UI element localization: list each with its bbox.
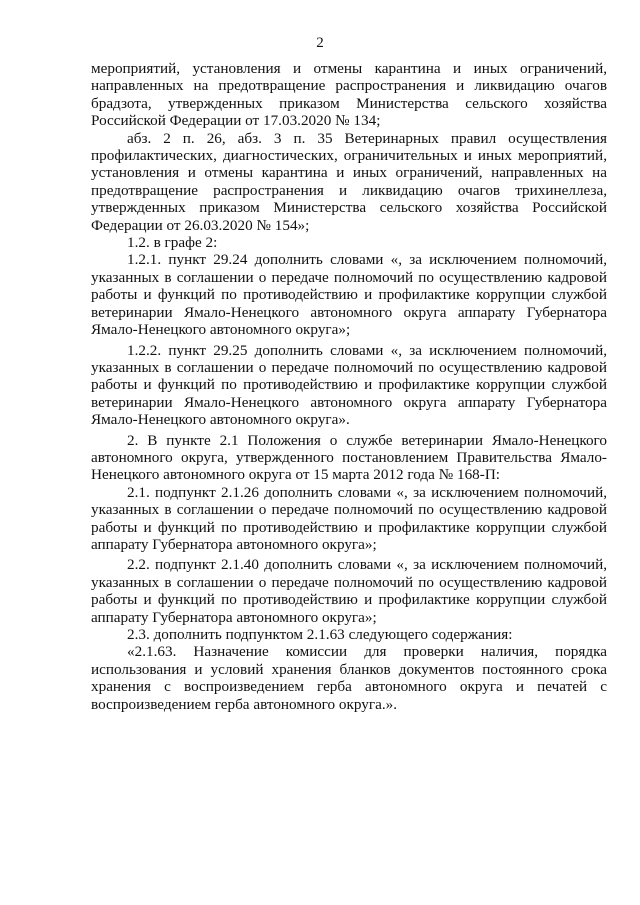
paragraph-2: 2. В пункте 2.1 Положения о службе ветеринарии Ямало-Ненецкого автономного округа, утвержденного постановлением Правительства Ямало-Ненецкого автономного округа от 15 марта 2012 года № 168-П: xyxy=(91,431,607,484)
paragraph-1-2-2: 1.2.2. пункт 29.25 дополнить словами «, за исключением полномочий, указанных в соглашении о передаче полномочий по осуществлению кадровой работы и функций по противодействию и профилактике коррупции службой ветеринарии Ямало-Ненецкого автономного округа аппарату Губернатора Ямало-Ненецкого автономного округа». xyxy=(91,341,607,429)
document-body xyxy=(91,60,607,713)
paragraph-2-1-63: «2.1.63. Назначение комиссии для проверки наличия, порядка использования и условий хранения бланков документов постоянного срока хранения с воспроизведением герба автономного округа и печатей с воспроизведением герба автономного округа.». xyxy=(91,643,607,713)
paragraph-1-2: 1.2. в графе 2: xyxy=(127,234,218,252)
paragraph-continuation: мероприятий, установления и отмены карантина и иных ограничений, направленных на предотвращение распространения и ликвидацию очагов брадзота, утвержденных приказом Министерства сельского хозяйства Российской Федерации от 17.03.2020 № 134; xyxy=(91,60,607,130)
paragraph-trichinellosis-rules: абз. 2 п. 26, абз. 3 п. 35 Ветеринарных правил осуществления профилактических, диагностических, ограничительных и иных мероприятий, установления и отмены карантина и иных ограничений, направленных на предотвращение распространения и ликвидацию очагов трихинеллеза, утвержденных приказом Министерства сельского хозяйства Российской Федерации от 26.03.2020 № 154»; xyxy=(91,129,607,234)
paragraph-2-2: 2.2. подпункт 2.1.40 дополнить словами «, за исключением полномочий, указанных в соглашении о передаче полномочий по осуществлению кадровой работы и функций по противодействию и профилактике коррупции службой аппарату Губернатора автономного округа»; xyxy=(91,556,607,626)
paragraph-1-2-1: 1.2.1. пункт 29.24 дополнить словами «, за исключением полномочий, указанных в соглашении о передаче полномочий по осуществлению кадровой работы и функций по противодействию и профилактике коррупции службой ветеринарии Ямало-Ненецкого автономного округа аппарату Губернатора Ямало-Ненецкого автономного округа»; xyxy=(91,251,607,339)
paragraph-2-3: 2.3. дополнить подпунктом 2.1.63 следующего содержания: xyxy=(127,626,513,643)
paragraph-2-1: 2.1. подпункт 2.1.26 дополнить словами «, за исключением полномочий, указанных в соглашении о передаче полномочий по осуществлению кадровой работы и функций по противодействию и профилактике коррупции службой аппарату Губернатора автономного округа»; xyxy=(91,483,607,553)
page-number: 2 xyxy=(316,35,324,51)
